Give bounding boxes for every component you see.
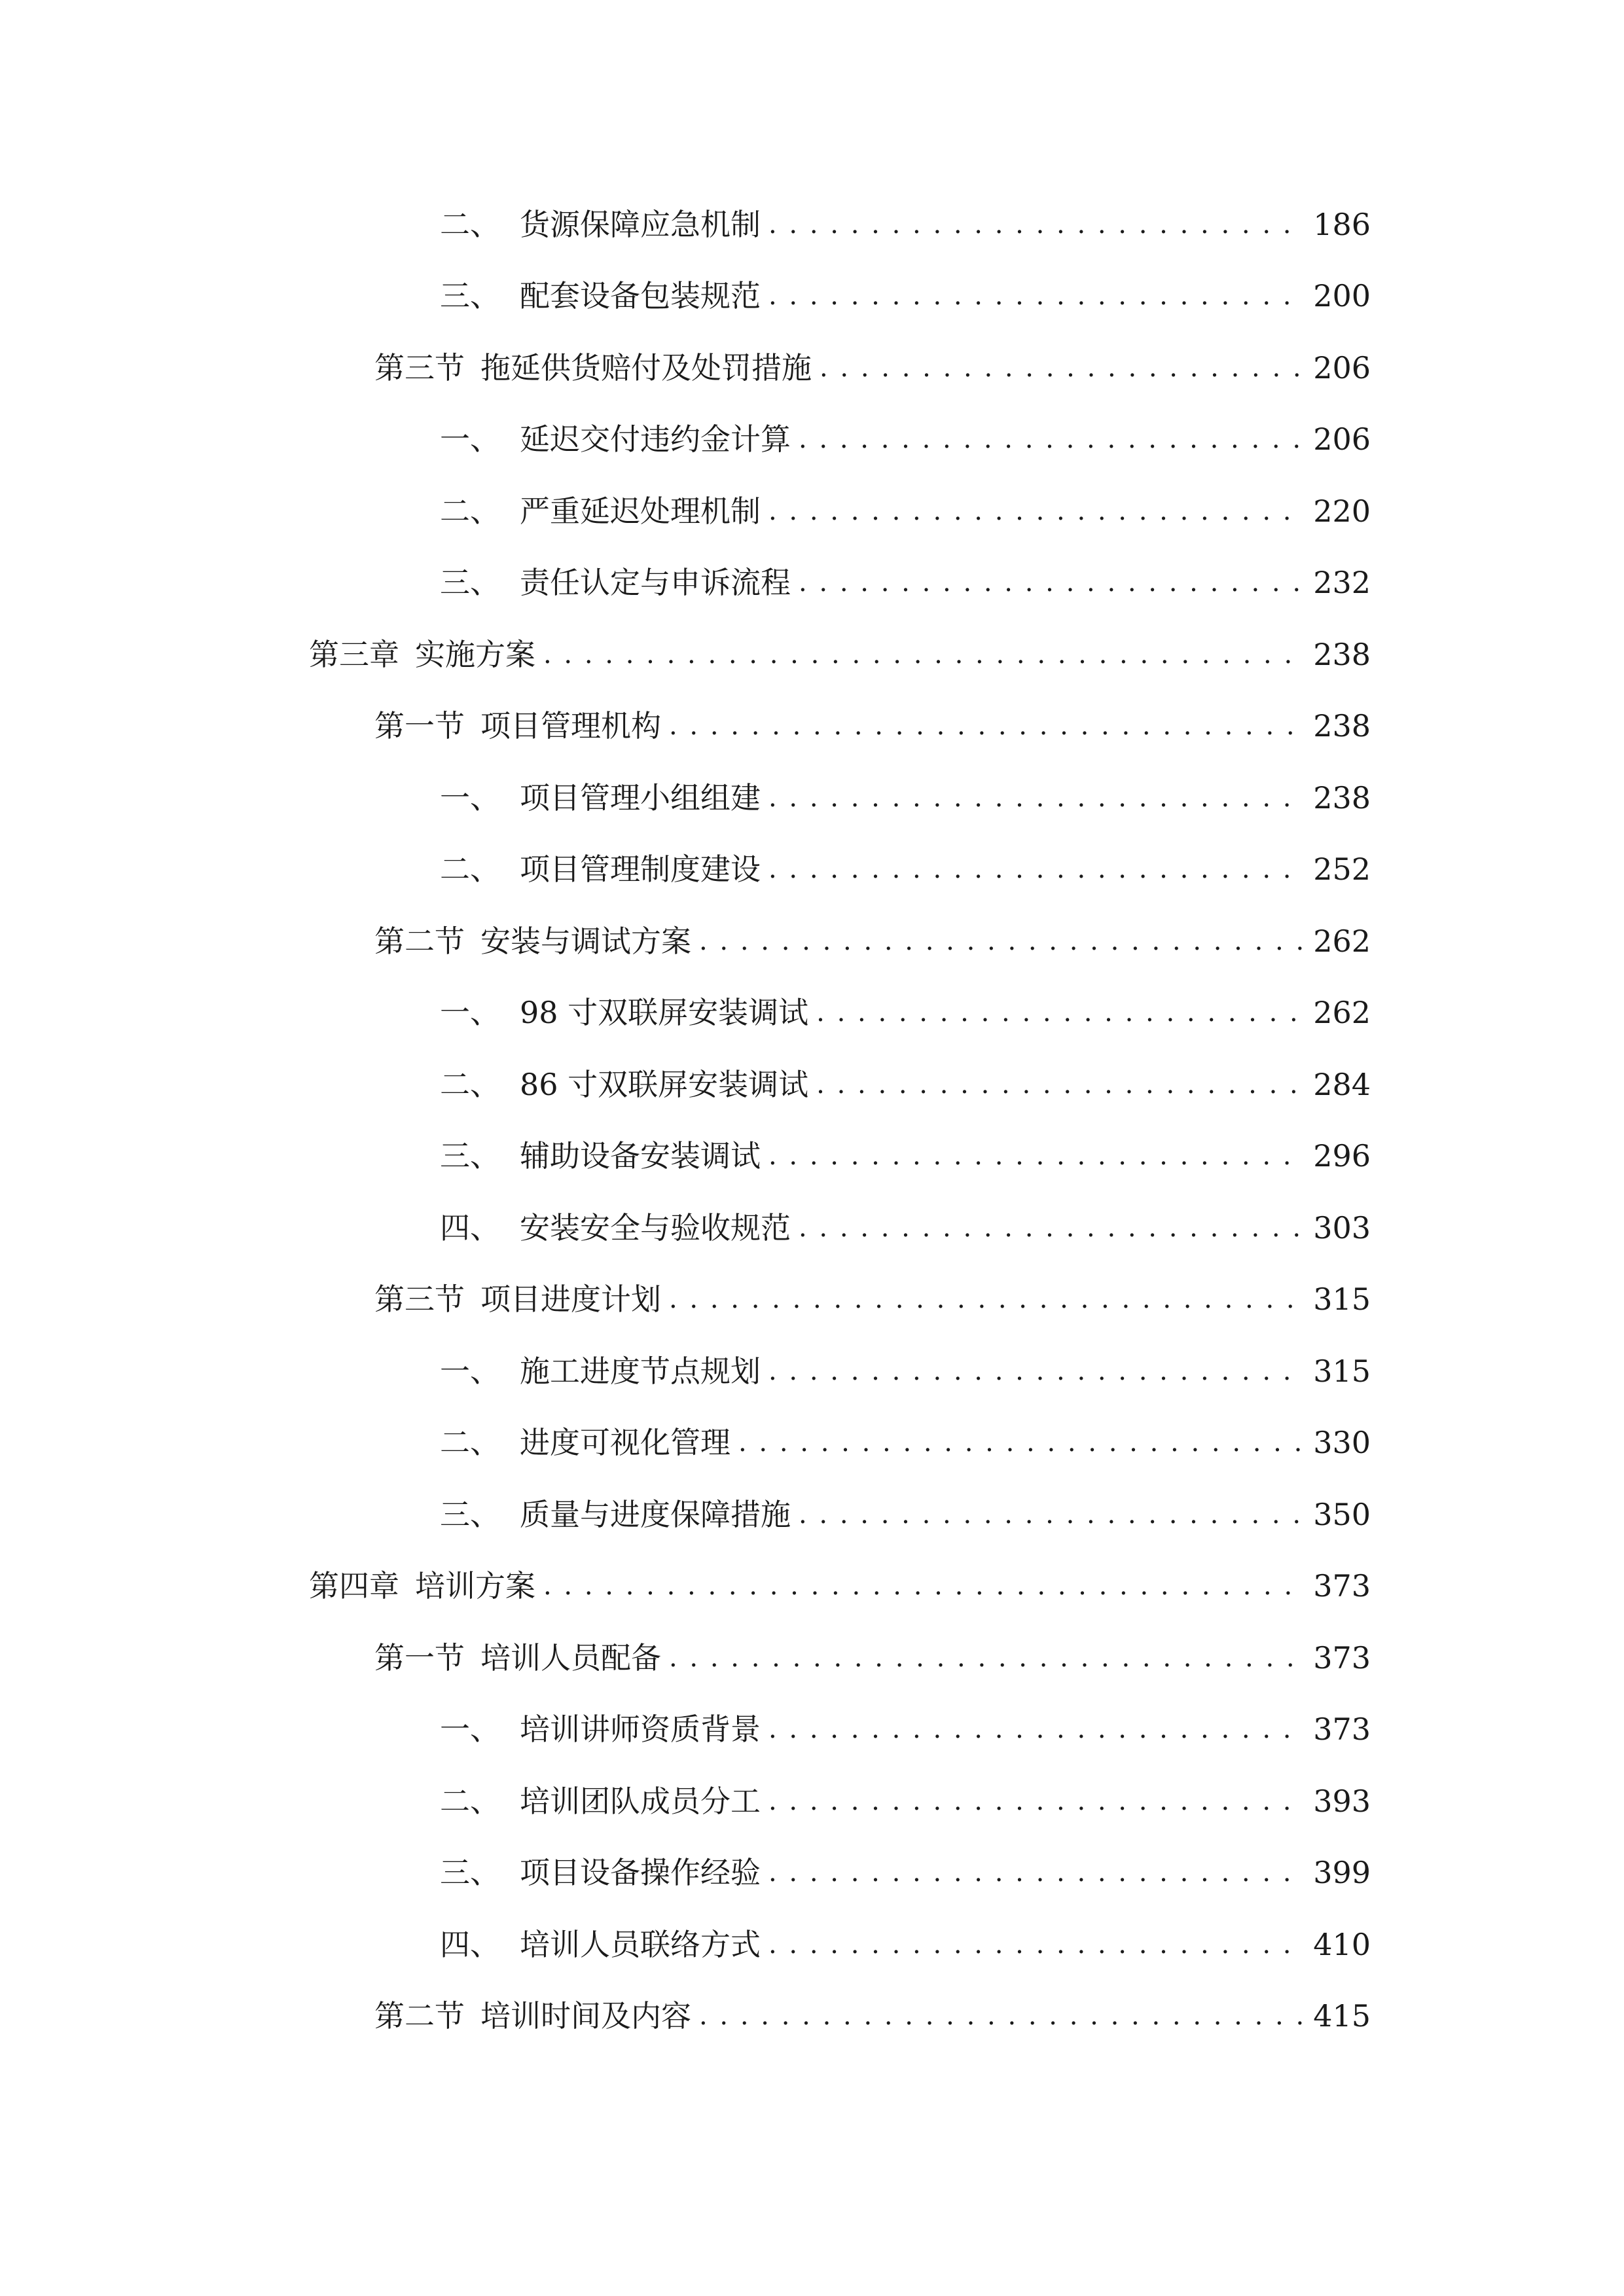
entry-title: 项目管理制度建设 <box>520 852 761 888</box>
entry-page-number: 330 <box>1313 1425 1371 1461</box>
entry-number: 四、 <box>440 1210 500 1246</box>
dot-leader <box>768 1710 1304 1749</box>
toc-entry[interactable] <box>0 1479 1624 1551</box>
entry-title: 培训方案 <box>415 1568 535 1604</box>
dot-leader <box>768 276 1304 315</box>
entry-title: 培训时间及内容 <box>480 1998 691 2034</box>
entry-number: 第三节 <box>374 350 465 386</box>
toc-entry[interactable] <box>0 1622 1624 1694</box>
toc-entry-chapter[interactable] <box>0 1551 1624 1623</box>
entry-number: 第一节 <box>374 708 465 744</box>
toc-entry[interactable] <box>0 1407 1624 1479</box>
entry-page-number: 206 <box>1313 350 1371 386</box>
entry-title: 安装安全与验收规范 <box>520 1210 791 1246</box>
dot-leader <box>799 1208 1304 1247</box>
dot-leader <box>768 850 1304 889</box>
entry-page-number: 252 <box>1313 852 1371 888</box>
toc-entry[interactable] <box>0 1837 1624 1909</box>
entry-title: 配套设备包装规范 <box>520 278 761 314</box>
entry-page-number: 296 <box>1313 1138 1371 1174</box>
toc-entry[interactable] <box>0 1192 1624 1264</box>
entry-number: 第四章 <box>309 1568 399 1604</box>
toc-entry[interactable] <box>0 977 1624 1049</box>
entry-number: 二、 <box>440 1425 500 1461</box>
entry-number: 四、 <box>440 1926 500 1962</box>
dot-leader <box>669 1280 1304 1319</box>
dot-leader <box>543 635 1304 674</box>
table-of-contents <box>0 188 1624 2052</box>
toc-entry[interactable] <box>0 260 1624 332</box>
toc-entry[interactable] <box>0 475 1624 547</box>
toc-entry[interactable] <box>0 404 1624 476</box>
dot-leader <box>543 1566 1304 1605</box>
entry-number: 第三节 <box>374 1282 465 1318</box>
entry-page-number: 373 <box>1313 1712 1371 1748</box>
dot-leader <box>768 1853 1304 1892</box>
entry-page-number: 232 <box>1313 565 1371 601</box>
entry-page-number: 238 <box>1313 708 1371 744</box>
toc-entry[interactable] <box>0 691 1624 762</box>
entry-page-number: 315 <box>1313 1353 1371 1389</box>
entry-title: 培训团队成员分工 <box>520 1783 761 1819</box>
toc-entry[interactable] <box>0 547 1624 619</box>
dot-leader <box>699 922 1304 961</box>
toc-entry[interactable] <box>0 1264 1624 1336</box>
toc-entry[interactable] <box>0 834 1624 906</box>
entry-title: 责任认定与申诉流程 <box>520 565 791 601</box>
dot-leader <box>799 563 1304 602</box>
dot-leader <box>669 1638 1304 1677</box>
entry-page-number: 415 <box>1313 1998 1371 2034</box>
entry-page-number: 373 <box>1313 1640 1371 1676</box>
entry-number: 第二节 <box>374 1998 465 2034</box>
toc-entry[interactable] <box>0 1765 1624 1837</box>
toc-entry[interactable] <box>0 1121 1624 1193</box>
dot-leader <box>768 1925 1304 1964</box>
entry-page-number: 399 <box>1313 1855 1371 1891</box>
dot-leader <box>768 1352 1304 1391</box>
entry-number: 一、 <box>440 1353 500 1389</box>
dot-leader <box>768 778 1304 817</box>
entry-page-number: 262 <box>1313 995 1371 1031</box>
entry-title: 86 寸双联屏安装调试 <box>520 1066 809 1102</box>
entry-number: 三、 <box>440 565 500 601</box>
toc-entry[interactable] <box>0 762 1624 834</box>
dot-leader <box>816 1065 1304 1104</box>
entry-page-number: 350 <box>1313 1496 1371 1532</box>
entry-title: 培训人员联络方式 <box>520 1926 761 1962</box>
entry-number: 三、 <box>440 1138 500 1174</box>
toc-entry[interactable] <box>0 1694 1624 1766</box>
entry-number: 二、 <box>440 493 500 529</box>
toc-entry[interactable] <box>0 332 1624 404</box>
entry-page-number: 262 <box>1313 923 1371 959</box>
entry-title: 施工进度节点规划 <box>520 1353 761 1389</box>
entry-number: 二、 <box>440 852 500 888</box>
dot-leader <box>768 205 1304 244</box>
entry-title: 98 寸双联屏安装调试 <box>520 995 809 1031</box>
entry-title: 培训人员配备 <box>480 1640 661 1676</box>
entry-title: 项目设备操作经验 <box>520 1855 761 1891</box>
dot-leader <box>820 348 1304 387</box>
toc-entry[interactable] <box>0 1335 1624 1407</box>
entry-title: 进度可视化管理 <box>520 1425 731 1461</box>
dot-leader <box>799 1495 1304 1534</box>
entry-number: 一、 <box>440 1712 500 1748</box>
entry-number: 一、 <box>440 780 500 816</box>
entry-number: 第一节 <box>374 1640 465 1676</box>
entry-title: 实施方案 <box>415 636 535 672</box>
toc-entry-chapter[interactable] <box>0 619 1624 691</box>
dot-leader <box>768 1136 1304 1175</box>
toc-entry[interactable] <box>0 1981 1624 2053</box>
dot-leader <box>699 1996 1304 2036</box>
entry-title: 延迟交付违约金计算 <box>520 422 791 457</box>
entry-number: 三、 <box>440 1496 500 1532</box>
dot-leader <box>669 706 1304 745</box>
entry-page-number: 220 <box>1313 493 1371 529</box>
entry-page-number: 315 <box>1313 1282 1371 1318</box>
entry-page-number: 410 <box>1313 1926 1371 1962</box>
entry-title: 项目管理机构 <box>480 708 661 744</box>
entry-number: 二、 <box>440 1066 500 1102</box>
entry-title: 培训讲师资质背景 <box>520 1712 761 1748</box>
dot-leader <box>816 993 1304 1032</box>
entry-page-number: 373 <box>1313 1568 1371 1604</box>
entry-page-number: 206 <box>1313 422 1371 457</box>
entry-page-number: 200 <box>1313 278 1371 314</box>
entry-title: 辅助设备安装调试 <box>520 1138 761 1174</box>
entry-title: 货源保障应急机制 <box>520 206 761 242</box>
toc-entry[interactable] <box>0 1909 1624 1981</box>
entry-title: 项目管理小组组建 <box>520 780 761 816</box>
entry-title: 质量与进度保障措施 <box>520 1496 791 1532</box>
entry-number: 二、 <box>440 1783 500 1819</box>
entry-number: 第三章 <box>309 636 399 672</box>
entry-title: 拖延供货赔付及处罚措施 <box>480 350 812 386</box>
entry-number: 第二节 <box>374 923 465 959</box>
entry-page-number: 238 <box>1313 780 1371 816</box>
entry-number: 三、 <box>440 1855 500 1891</box>
entry-page-number: 284 <box>1313 1066 1371 1102</box>
entry-page-number: 186 <box>1313 206 1371 242</box>
entry-number: 一、 <box>440 995 500 1031</box>
dot-leader <box>738 1423 1304 1462</box>
toc-entry[interactable] <box>0 188 1624 260</box>
entry-title: 安装与调试方案 <box>480 923 691 959</box>
entry-page-number: 303 <box>1313 1210 1371 1246</box>
entry-number: 三、 <box>440 278 500 314</box>
entry-page-number: 238 <box>1313 636 1371 672</box>
entry-title: 项目进度计划 <box>480 1282 661 1318</box>
dot-leader <box>768 1782 1304 1821</box>
entry-number: 二、 <box>440 206 500 242</box>
toc-entry[interactable] <box>0 1049 1624 1121</box>
entry-number: 一、 <box>440 422 500 457</box>
entry-title: 严重延迟处理机制 <box>520 493 761 529</box>
toc-entry[interactable] <box>0 905 1624 977</box>
dot-leader <box>768 492 1304 531</box>
dot-leader <box>799 420 1304 459</box>
entry-page-number: 393 <box>1313 1783 1371 1819</box>
